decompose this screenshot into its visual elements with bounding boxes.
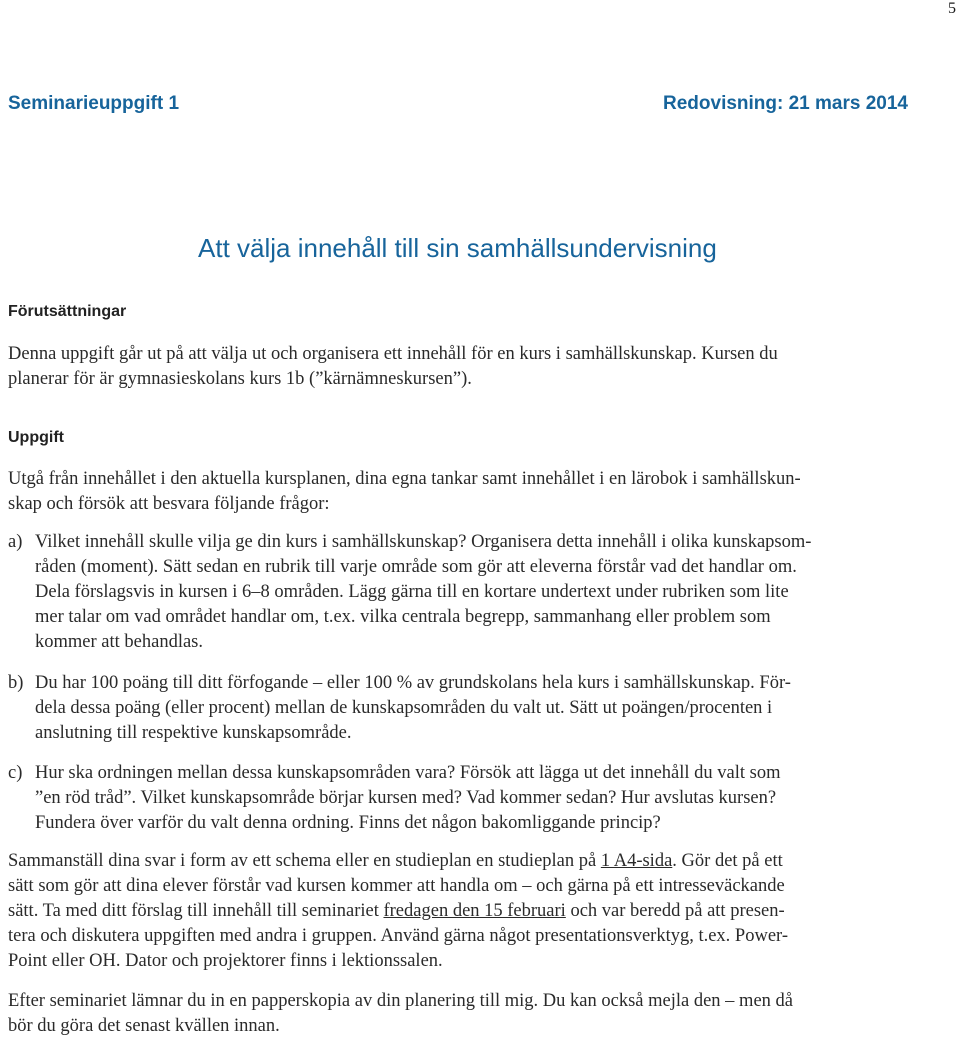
- list-marker: b): [8, 673, 24, 693]
- text-span: och var beredd på att presen-: [565, 901, 785, 921]
- text-line: bör du göra det senast kvällen innan.: [8, 1016, 280, 1036]
- text-line: planerar för är gymnasieskolans kurs 1b (”kärnämneskursen”).: [8, 369, 472, 389]
- paragraph-forutsattningar: [8, 342, 952, 392]
- text-line: Vilket innehåll skulle vilja ge din kurs i samhällskunskap? Organisera detta innehåll i olika kunskapsom-: [35, 532, 812, 552]
- document-title: Att välja innehåll till sin samhällsundervisning: [198, 233, 717, 263]
- text-line: Fundera över varför du valt denna ordning. Finns det någon bakomliggande princip?: [35, 813, 661, 833]
- text-line: kommer att behandlas.: [35, 632, 203, 652]
- text-line: Efter seminariet lämnar du in en papperskopia av din planering till mig. Du kan också mejla den – men då: [8, 991, 793, 1011]
- text-line: Hur ska ordningen mellan dessa kunskapsområden vara? Försök att lägga ut det innehåll du valt som: [35, 763, 781, 783]
- paragraph-after-seminar: [8, 989, 952, 1039]
- assignment-label: Seminarieuppgift 1: [8, 93, 180, 114]
- text-line: mer talar om vad området handlar om, t.ex. vilka centrala begrepp, sammanhang eller problem som: [35, 607, 771, 627]
- seminar-date-underlined: fredagen den 15 februari: [383, 901, 566, 921]
- text-span: sätt. Ta med ditt förslag till innehåll till seminariet: [8, 901, 384, 921]
- text-span: Sammanställ dina svar i form av ett schema eller en studieplan en studieplan på: [8, 851, 601, 871]
- list-marker: a): [8, 532, 23, 552]
- text-line: [8, 899, 952, 924]
- list-item-c: [8, 761, 952, 836]
- text-line: anslutning till respektive kunskapsområde.: [35, 723, 352, 743]
- paragraph-uppgift-intro: [8, 467, 952, 517]
- text-line: sätt som gör att dina elever förstår vad kursen kommer att handla om – och gärna på ett intresseväckande: [8, 876, 785, 896]
- text-line: tera och diskutera uppgiften med andra i gruppen. Använd gärna något presentationsverktyg, t.ex. Power-: [8, 926, 788, 946]
- text-line: Utgå från innehållet i den aktuella kursplanen, dina egna tankar samt innehållet i en lärobok i samhällskun-: [8, 469, 801, 489]
- text-line: Denna uppgift går ut på att välja ut och organisera ett innehåll för en kurs i samhällskunskap. Kursen du: [8, 344, 778, 364]
- page-limit-underlined: 1 A4-sida: [600, 851, 673, 871]
- text-line: ”en röd tråd”. Vilket kunskapsområde börjar kursen med? Vad kommer sedan? Hur avslutas kursen?: [35, 788, 777, 808]
- page-number: 5: [948, 0, 956, 17]
- text-line: Dela förslagsvis in kursen i 6–8 områden. Lägg gärna till en kortare undertext under rubriken som lite: [35, 582, 789, 602]
- text-line: Du har 100 poäng till ditt förfogande – eller 100 % av grundskolans hela kurs i samhällskunskap. För-: [35, 673, 791, 693]
- text-line: skap och försök att besvara följande frågor:: [8, 494, 330, 514]
- list-item-a: [8, 530, 952, 655]
- text-line: dela dessa poäng (eller procent) mellan de kunskapsområden du valt ut. Sätt ut poängen/procenten i: [35, 698, 773, 718]
- text-line: [8, 849, 952, 874]
- heading-uppgift: Uppgift: [8, 429, 64, 446]
- text-span: . Gör det på ett: [672, 851, 783, 871]
- paragraph-summary: [8, 849, 952, 974]
- text-line: Point eller OH. Dator och projektorer finns i lektionssalen.: [8, 951, 443, 971]
- list-item-b: [8, 671, 952, 746]
- heading-forutsattningar: Förutsättningar: [8, 303, 127, 320]
- text-line: råden (moment). Sätt sedan en rubrik till varje område som gör att eleverna förstår vad det handlar om.: [35, 557, 797, 577]
- presentation-date: Redovisning: 21 mars 2014: [663, 93, 908, 114]
- list-marker: c): [8, 763, 23, 783]
